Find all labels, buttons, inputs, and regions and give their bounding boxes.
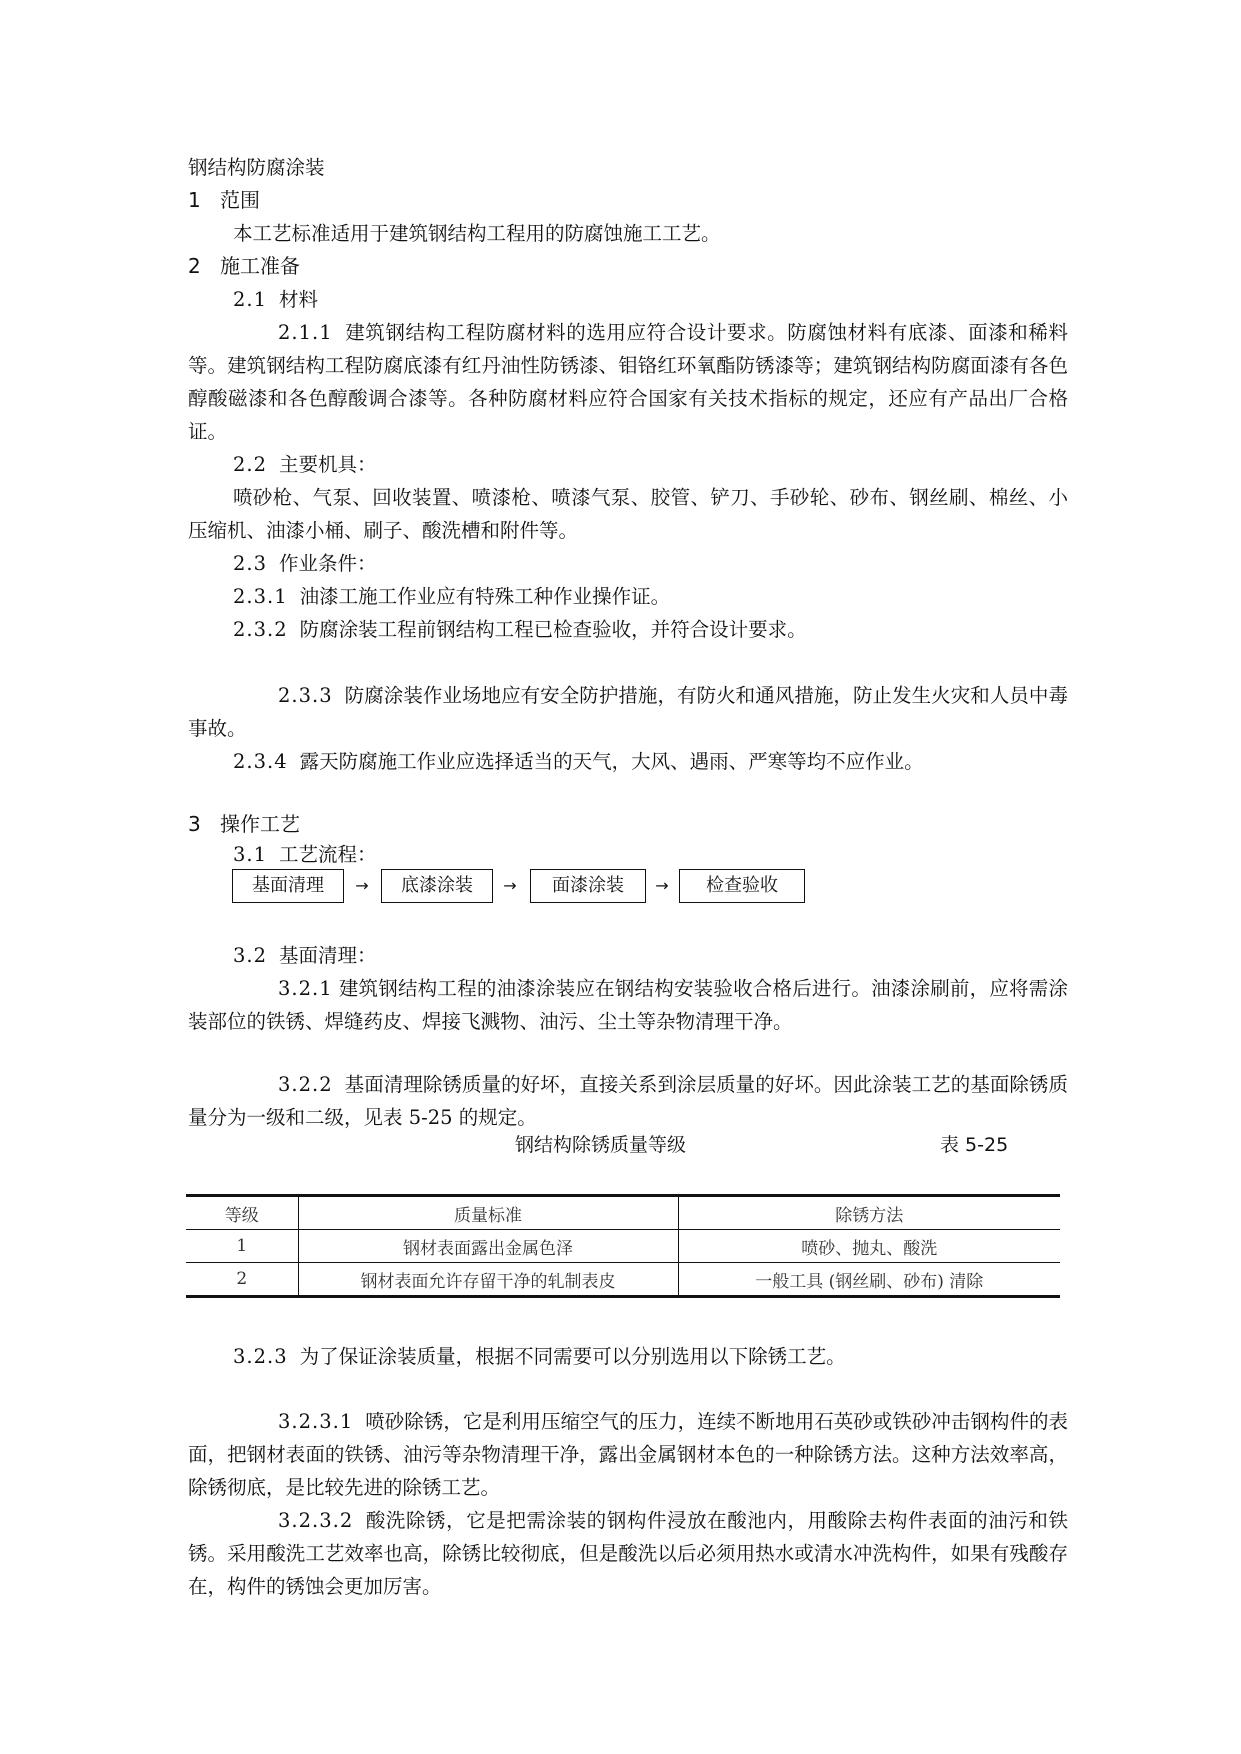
clause-2-3-4 (233, 745, 1068, 778)
table-row (186, 1230, 1060, 1263)
clause-2-1-1 (188, 316, 1068, 448)
section-2-2-heading (233, 448, 1068, 481)
header-quality-standard: 质量标准 (298, 1196, 678, 1230)
clause-title: 作业条件： (279, 552, 377, 575)
clause-text: 露天防腐施工作业应选择适当的天气，大风、遇雨、严寒等均不应作业。 (299, 750, 924, 773)
clause-text: 防腐涂装工程前钢结构工程已检查验收，并符合设计要求。 (299, 618, 807, 641)
clause-number: 3.2.1 (278, 977, 333, 1000)
header-removal-method: 除锈方法 (678, 1196, 1060, 1230)
section-2-heading (188, 250, 1068, 283)
flow-step-inspection: 检查验收 (679, 869, 805, 903)
section-title: 操作工艺 (220, 812, 300, 836)
clause-number: 3.2.3.2 (278, 1509, 354, 1532)
section-number: 1 (188, 188, 201, 212)
section-1-body: 本工艺标准适用于建筑钢结构工程用的防腐蚀施工工艺。 (233, 222, 721, 245)
section-3-2-heading (233, 939, 1068, 972)
cell-grade: 1 (186, 1230, 298, 1263)
section-3-heading (188, 808, 1068, 841)
header-grade: 等级 (186, 1196, 298, 1230)
clause-3-2-3-2 (188, 1504, 1068, 1603)
cell-quality-standard: 钢材表面允许存留干净的轧制表皮 (298, 1263, 678, 1297)
clause-text: 酸洗除锈，它是把需涂装的钢构件浸放在酸池内，用酸除去构件表面的油污和铁锈。采用酸洗工艺效率也高，除锈比较彻底，但是酸洗以后必须用热水或清水冲洗构件，如果有残酸存在，构件的锈蚀会更加厉害。 (188, 1509, 1068, 1598)
clause-number: 2.3.2 (233, 618, 288, 641)
flow-step-topcoat-coating: 面漆涂装 (530, 869, 646, 903)
clause-3-2-1 (188, 972, 1068, 1038)
section-number: 2 (188, 254, 201, 278)
flow-arrow: → (355, 876, 369, 895)
clause-number: 3.2.2 (278, 1073, 333, 1096)
clause-title: 材料 (279, 288, 319, 311)
clause-number: 2.3 (233, 552, 268, 575)
clause-3-2-3 (233, 1340, 1068, 1373)
clause-number: 2.2 (233, 453, 268, 476)
section-2-1-heading (233, 283, 1068, 316)
clause-title: 工艺流程： (279, 843, 377, 866)
table-caption: 钢结构除锈质量等级 (515, 1134, 687, 1156)
clause-3-2-2 (188, 1068, 1068, 1134)
section-number: 3 (188, 812, 201, 836)
cell-removal-method: 喷砂、抛丸、酸洗 (678, 1230, 1060, 1263)
document-title: 钢结构防腐涂装 (188, 156, 325, 179)
flow-step-surface-cleaning: 基面清理 (232, 869, 344, 903)
clause-2-3-1 (233, 580, 1068, 613)
clause-title: 主要机具： (279, 453, 377, 476)
section-2-3-heading (233, 547, 1068, 580)
rust-removal-grade-table (186, 1194, 1060, 1298)
clause-text: 防腐涂装作业场地应有安全防护措施，有防火和通风措施，防止发生火灾和人员中毒事故。 (188, 684, 1068, 740)
cell-removal-method: 一般工具 (钢丝刷、砂布) 清除 (678, 1263, 1060, 1297)
table-number: 表 5-25 (940, 1134, 1009, 1156)
table-header-row (186, 1196, 1060, 1230)
clause-3-2-3-1 (188, 1405, 1068, 1504)
clause-number: 2.3.1 (233, 585, 288, 608)
table-row (186, 1263, 1060, 1297)
clause-text: 喷砂除锈，它是利用压缩空气的压力，连续不断地用石英砂或铁砂冲击钢构件的表面，把钢材表面的铁锈、油污等杂物清理干净，露出金属钢材本色的一种除锈方法。这种方法效率高，除锈彻底，是比较先进的除锈工艺。 (188, 1410, 1068, 1499)
clause-number: 3.1 (233, 843, 268, 866)
section-3-1-heading (233, 838, 1068, 871)
clause-2-2-text: 喷砂枪、气泵、回收装置、喷漆枪、喷漆气泵、胶管、铲刀、手砂轮、砂布、钢丝刷、棉丝、小压缩机、油漆小桶、刷子、酸洗槽和附件等。 (188, 486, 1068, 542)
section-title: 范围 (220, 188, 260, 212)
clause-2-3-3 (188, 679, 1068, 745)
clause-number: 2.3.3 (278, 684, 333, 707)
flow-arrow: → (503, 876, 517, 895)
clause-number: 2.1.1 (278, 321, 333, 344)
clause-text: 建筑钢结构工程防腐材料的选用应符合设计要求。防腐蚀材料有底漆、面漆和稀料等。建筑钢结构工程防腐底漆有红丹油性防锈漆、钼铬红环氧酯防锈漆等；建筑钢结构防腐面漆有各色醇酸磁漆和各色醇酸调合漆等。各种防腐材料应符合国家有关技术指标的规定，还应有产品出厂合格证。 (188, 321, 1068, 443)
cell-quality-standard: 钢材表面露出金属色泽 (298, 1230, 678, 1263)
clause-text: 基面清理除锈质量的好坏，直接关系到涂层质量的好坏。因此涂装工艺的基面除锈质量分为一级和二级，见表 5-25 的规定。 (188, 1073, 1068, 1129)
clause-number: 2.3.4 (233, 750, 288, 773)
clause-title: 基面清理： (279, 944, 377, 967)
flow-step-primer-coating: 底漆涂装 (381, 869, 493, 903)
clause-text: 油漆工施工作业应有特殊工种作业操作证。 (299, 585, 671, 608)
clause-text: 为了保证涂装质量，根据不同需要可以分别选用以下除锈工艺。 (299, 1345, 846, 1368)
clause-2-3-2 (233, 613, 1068, 646)
clause-number: 3.2 (233, 944, 268, 967)
clause-number: 3.2.3.1 (278, 1410, 354, 1433)
clause-text: 建筑钢结构工程的油漆涂装应在钢结构安装验收合格后进行。油漆涂刷前，应将需涂装部位的铁锈、焊缝药皮、焊接飞溅物、油污、尘土等杂物清理干净。 (188, 977, 1068, 1033)
flow-arrow: → (655, 876, 669, 895)
section-title: 施工准备 (220, 254, 300, 278)
clause-number: 3.2.3 (233, 1345, 288, 1368)
clause-number: 2.1 (233, 288, 268, 311)
section-1-heading (188, 184, 1068, 217)
cell-grade: 2 (186, 1263, 298, 1297)
